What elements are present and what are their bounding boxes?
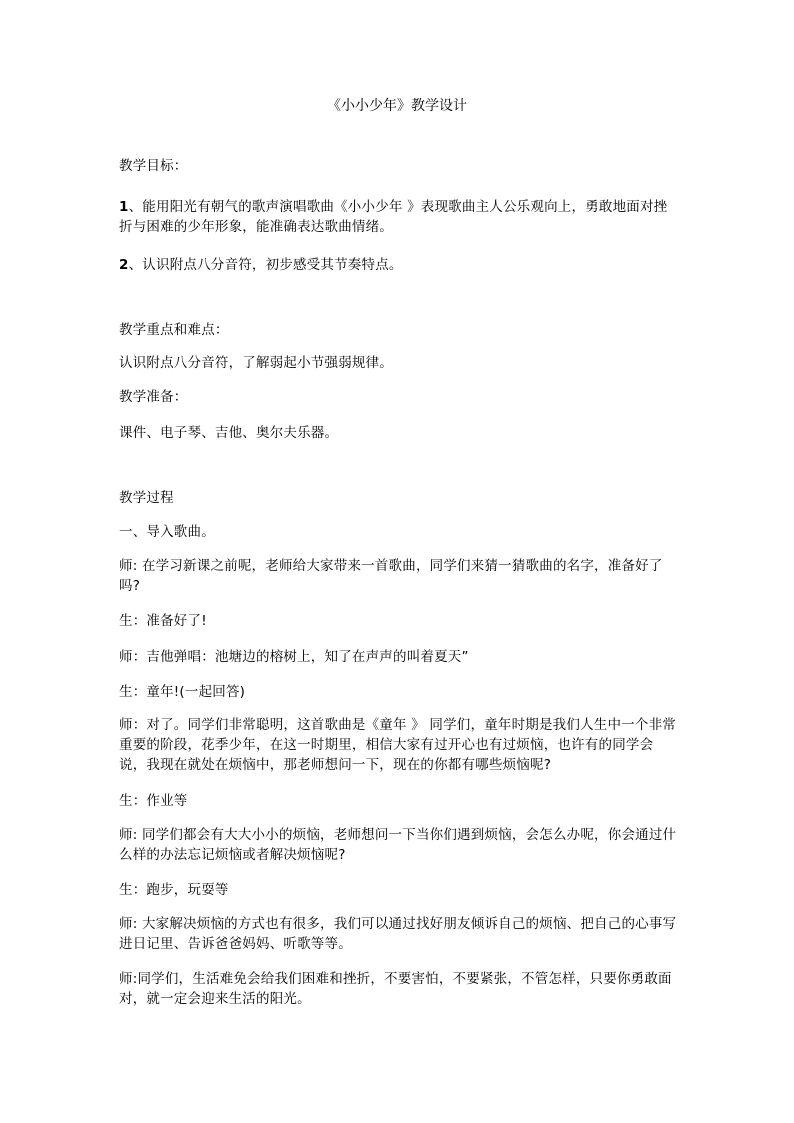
section-heading: 一、导入歌曲。 bbox=[119, 524, 215, 540]
objective-number: 2 bbox=[119, 257, 129, 273]
dialogue-line: 师: 同学们都会有大大小小的烦恼，老师想问一下当你们遇到烦恼，会怎么办呢，你会通过什么样的办法忘记烦恼或者解决烦恼呢? bbox=[119, 827, 677, 863]
dialogue-line: 生：童年!(一起回答) bbox=[119, 684, 246, 700]
dialogue-line: 师：吉他弹唱：池塘边的榕树上，知了在声声的叫着夏天” bbox=[119, 649, 469, 665]
objective-text: 、能用阳光有朝气的歌声演唱歌曲《小小少年 》表现歌曲主人公乐观向上，勇敢地面对挫折与困难的少年形象，能准确表达歌曲情绪。 bbox=[119, 199, 668, 235]
dialogue-line: 生：作业等 bbox=[119, 793, 188, 809]
dialogue-line: 师: 在学习新课之前呢，老师给大家带来一首歌曲，同学们来猜一猜歌曲的名字，准备好了吗? bbox=[119, 558, 663, 594]
document-title: 《小小少年》教学设计 bbox=[327, 98, 467, 114]
process-heading: 教学过程 bbox=[119, 490, 174, 506]
key-points-text: 认识附点八分音符，了解弱起小节强弱规律。 bbox=[119, 355, 393, 371]
objectives-heading: 教学目标： bbox=[119, 158, 188, 174]
dialogue-line: 师：对了。同学们非常聪明，这首歌曲是《童年 》 同学们，童年时期是我们人生中一个非常重要的阶段，花季少年，在这一时期里，相信大家有过开心也有过烦恼，也许有的同学会说，我现在就处在烦恼中，那老师想问一下，现在的你都有哪些烦恼呢? bbox=[119, 717, 676, 773]
dialogue-line: 师: 大家解决烦恼的方式也有很多，我们可以通过找好朋友倾诉自己的烦恼、把自己的心事写进日记里、告诉爸爸妈妈、听歌等等。 bbox=[119, 916, 677, 952]
preparation-heading: 教学准备： bbox=[119, 389, 188, 405]
objective-text: 、认识附点八分音符，初步感受其节奏特点。 bbox=[128, 257, 403, 273]
dialogue-line: 生：跑步，玩耍等 bbox=[119, 882, 229, 898]
objective-item bbox=[119, 197, 679, 237]
objective-item bbox=[119, 255, 679, 275]
key-points-heading: 教学重点和难点： bbox=[119, 322, 229, 338]
preparation-text: 课件、电子琴、吉他、奥尔夫乐器。 bbox=[119, 425, 339, 441]
dialogue-line: 生：准备好了! bbox=[119, 613, 207, 629]
objective-number: 1 bbox=[119, 199, 129, 215]
dialogue-line: 师:同学们，生活难免会给我们困难和挫折，不要害怕，不要紧张，不管怎样，只要你勇敢面对，就一定会迎来生活的阳光。 bbox=[119, 971, 672, 1007]
